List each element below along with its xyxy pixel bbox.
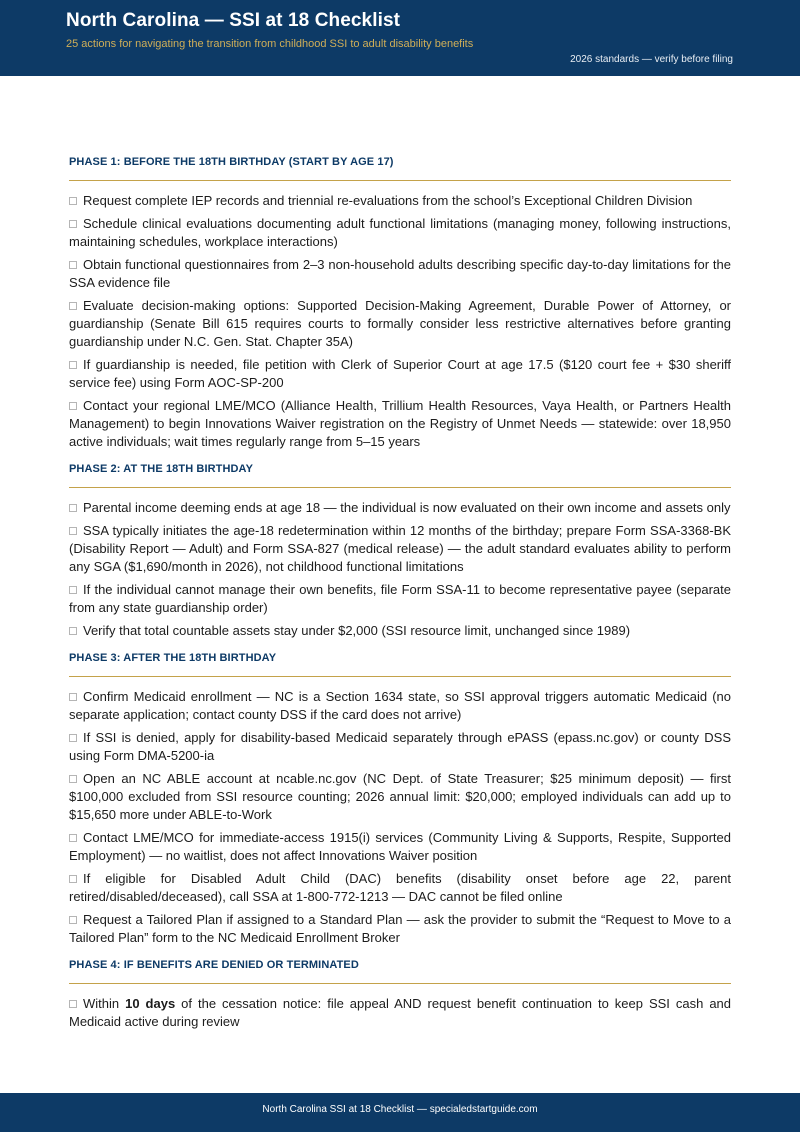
checklist-item[interactable]: [69, 356, 731, 392]
checklist-item[interactable]: [69, 522, 731, 576]
checklist-item-text: Request a Tailored Plan if assigned to a Standard Plan — ask the provider to submit the “Request to Move to a Tailored Plan” form to the NC Medicaid Enrollment Broker: [69, 912, 731, 945]
checklist-content: [69, 156, 731, 1043]
checklist-item[interactable]: [69, 770, 731, 824]
checklist-item[interactable]: [69, 729, 731, 765]
checklist-item[interactable]: [69, 829, 731, 865]
checklist-item[interactable]: [69, 870, 731, 906]
checklist-item-text: If SSI is denied, apply for disability-based Medicaid separately through ePASS (epass.nc.gov) or county DSS using Form DMA-5200-ia: [69, 730, 731, 763]
checklist-item-text: Request complete IEP records and triennial re-evaluations from the school’s Exceptional Children Division: [83, 193, 693, 208]
checkbox[interactable]: [69, 693, 77, 701]
checkbox[interactable]: [69, 734, 77, 742]
checkbox[interactable]: [69, 875, 77, 883]
checkbox[interactable]: [69, 197, 77, 205]
checkbox[interactable]: [69, 775, 77, 783]
checkbox[interactable]: [69, 261, 77, 269]
phase-4-section: [69, 959, 731, 1031]
phase-1-section: [69, 156, 731, 451]
phase-heading: PHASE 1: BEFORE THE 18TH BIRTHDAY (START BY AGE 17): [69, 156, 394, 168]
phase-heading: PHASE 4: IF BENEFITS ARE DENIED OR TERMINATED: [69, 959, 359, 971]
checklist-item-text-post: of the cessation notice: file appeal AND request benefit continuation to keep SSI cash and Medicaid active during review: [69, 996, 732, 1029]
checklist-item-text: SSA typically initiates the age-18 redetermination within 12 months of the birthday; prepare Form SSA-3368-BK (Disability Report — Adult) and Form SSA-827 (medical release) — the adult standard evaluates ability to perform any SGA ($1,690/month in 2026), not childhood functional limitations: [69, 523, 731, 574]
checkbox[interactable]: [69, 916, 77, 924]
checklist-item-text: If eligible for Disabled Adult Child (DAC) benefits (disability onset before age 22, parent retired/disabled/deceased), call SSA at 1-800-772-1213 — DAC cannot be filed online: [69, 871, 731, 904]
standards-note: 2026 standards — verify before filing: [570, 54, 733, 65]
checklist-item[interactable]: [69, 995, 731, 1031]
checklist-item-text: If guardianship is needed, file petition with Clerk of Superior Court at age 17.5 ($120 court fee + $30 sheriff service fee) using Form AOC-SP-200: [69, 357, 731, 390]
checklist-item[interactable]: [69, 215, 731, 251]
checklist-item-text: Contact your regional LME/MCO (Alliance Health, Trillium Health Resources, Vaya Health, or Partners Health Management) to begin Innovations Waiver registration on the Registry of Unmet Needs — statewide: over 18,950 active individuals; wait times regularly range from 5–15 years: [69, 398, 731, 449]
phase-divider: [69, 487, 731, 488]
checkbox[interactable]: [69, 627, 77, 635]
checklist-item-text: Obtain functional questionnaires from 2–3 non-household adults describing specific day-to-day limitations for the SSA evidence file: [69, 257, 731, 290]
checkbox[interactable]: [69, 1000, 77, 1008]
checklist-item[interactable]: [69, 397, 731, 451]
checkbox[interactable]: [69, 302, 77, 310]
page-subtitle: 25 actions for navigating the transition from childhood SSI to adult disability benefits: [66, 38, 474, 50]
page-title: North Carolina — SSI at 18 Checklist: [66, 10, 401, 31]
checklist-item[interactable]: [69, 192, 731, 210]
deadline-emphasis: 10 days: [125, 996, 176, 1011]
checklist-item[interactable]: [69, 688, 731, 724]
checkbox[interactable]: [69, 586, 77, 594]
checklist-item[interactable]: [69, 911, 731, 947]
checklist-item[interactable]: [69, 581, 731, 617]
checklist-item-text: Parental income deeming ends at age 18 — the individual is now evaluated on their own income and assets only: [83, 500, 731, 515]
checklist-item-text: Verify that total countable assets stay under $2,000 (SSI resource limit, unchanged since 1989): [83, 623, 631, 638]
phase-divider: [69, 676, 731, 677]
checklist-item-text: If the individual cannot manage their own benefits, file Form SSA-11 to become representative payee (separate from any state guardianship order): [69, 582, 731, 615]
checklist-item-text: Evaluate decision-making options: Supported Decision-Making Agreement, Durable Power of Attorney, or guardianship (Senate Bill 615 requires courts to formally consider less restrictive alternatives before granting guardianship under N.C. Gen. Stat. Chapter 35A): [69, 298, 731, 349]
phase-divider: [69, 180, 731, 181]
checklist-item[interactable]: [69, 256, 731, 292]
checkbox[interactable]: [69, 402, 77, 410]
phase-divider: [69, 983, 731, 984]
checklist-item-text: Schedule clinical evaluations documenting adult functional limitations (managing money, following instructions, maintaining schedules, workplace interactions): [69, 216, 731, 249]
checkbox[interactable]: [69, 504, 77, 512]
phase-heading: PHASE 3: AFTER THE 18TH BIRTHDAY: [69, 652, 277, 664]
checkbox[interactable]: [69, 361, 77, 369]
checklist-item-text: Confirm Medicaid enrollment — NC is a Section 1634 state, so SSI approval triggers automatic Medicaid (no separate application; contact county DSS if the card does not arrive): [69, 689, 731, 722]
checklist-item-text: Contact LME/MCO for immediate-access 1915(i) services (Community Living & Supports, Respite, Supported Employment) — no waitlist, does not affect Innovations Waiver position: [69, 830, 731, 863]
checklist-item[interactable]: [69, 297, 731, 351]
checkbox[interactable]: [69, 834, 77, 842]
phase-2-section: [69, 463, 731, 640]
page-footer: [0, 1093, 800, 1132]
checklist-item-text: Open an NC ABLE account at ncable.nc.gov (NC Dept. of State Treasurer; $25 minimum deposit) — first $100,000 excluded from SSI resource counting; 2026 annual limit: $20,000; employed individuals can add up to $15,650 more under ABLE-to-Work: [69, 771, 731, 822]
phase-3-section: [69, 652, 731, 947]
phase-heading: PHASE 2: AT THE 18TH BIRTHDAY: [69, 463, 254, 475]
footer-text: North Carolina SSI at 18 Checklist — specialedstartguide.com: [262, 1104, 538, 1115]
page-header: [0, 0, 800, 76]
checklist-item-text-pre: Within: [83, 996, 126, 1011]
checklist-item[interactable]: [69, 499, 731, 517]
checkbox[interactable]: [69, 527, 77, 535]
checkbox[interactable]: [69, 220, 77, 228]
checklist-item[interactable]: [69, 622, 731, 640]
